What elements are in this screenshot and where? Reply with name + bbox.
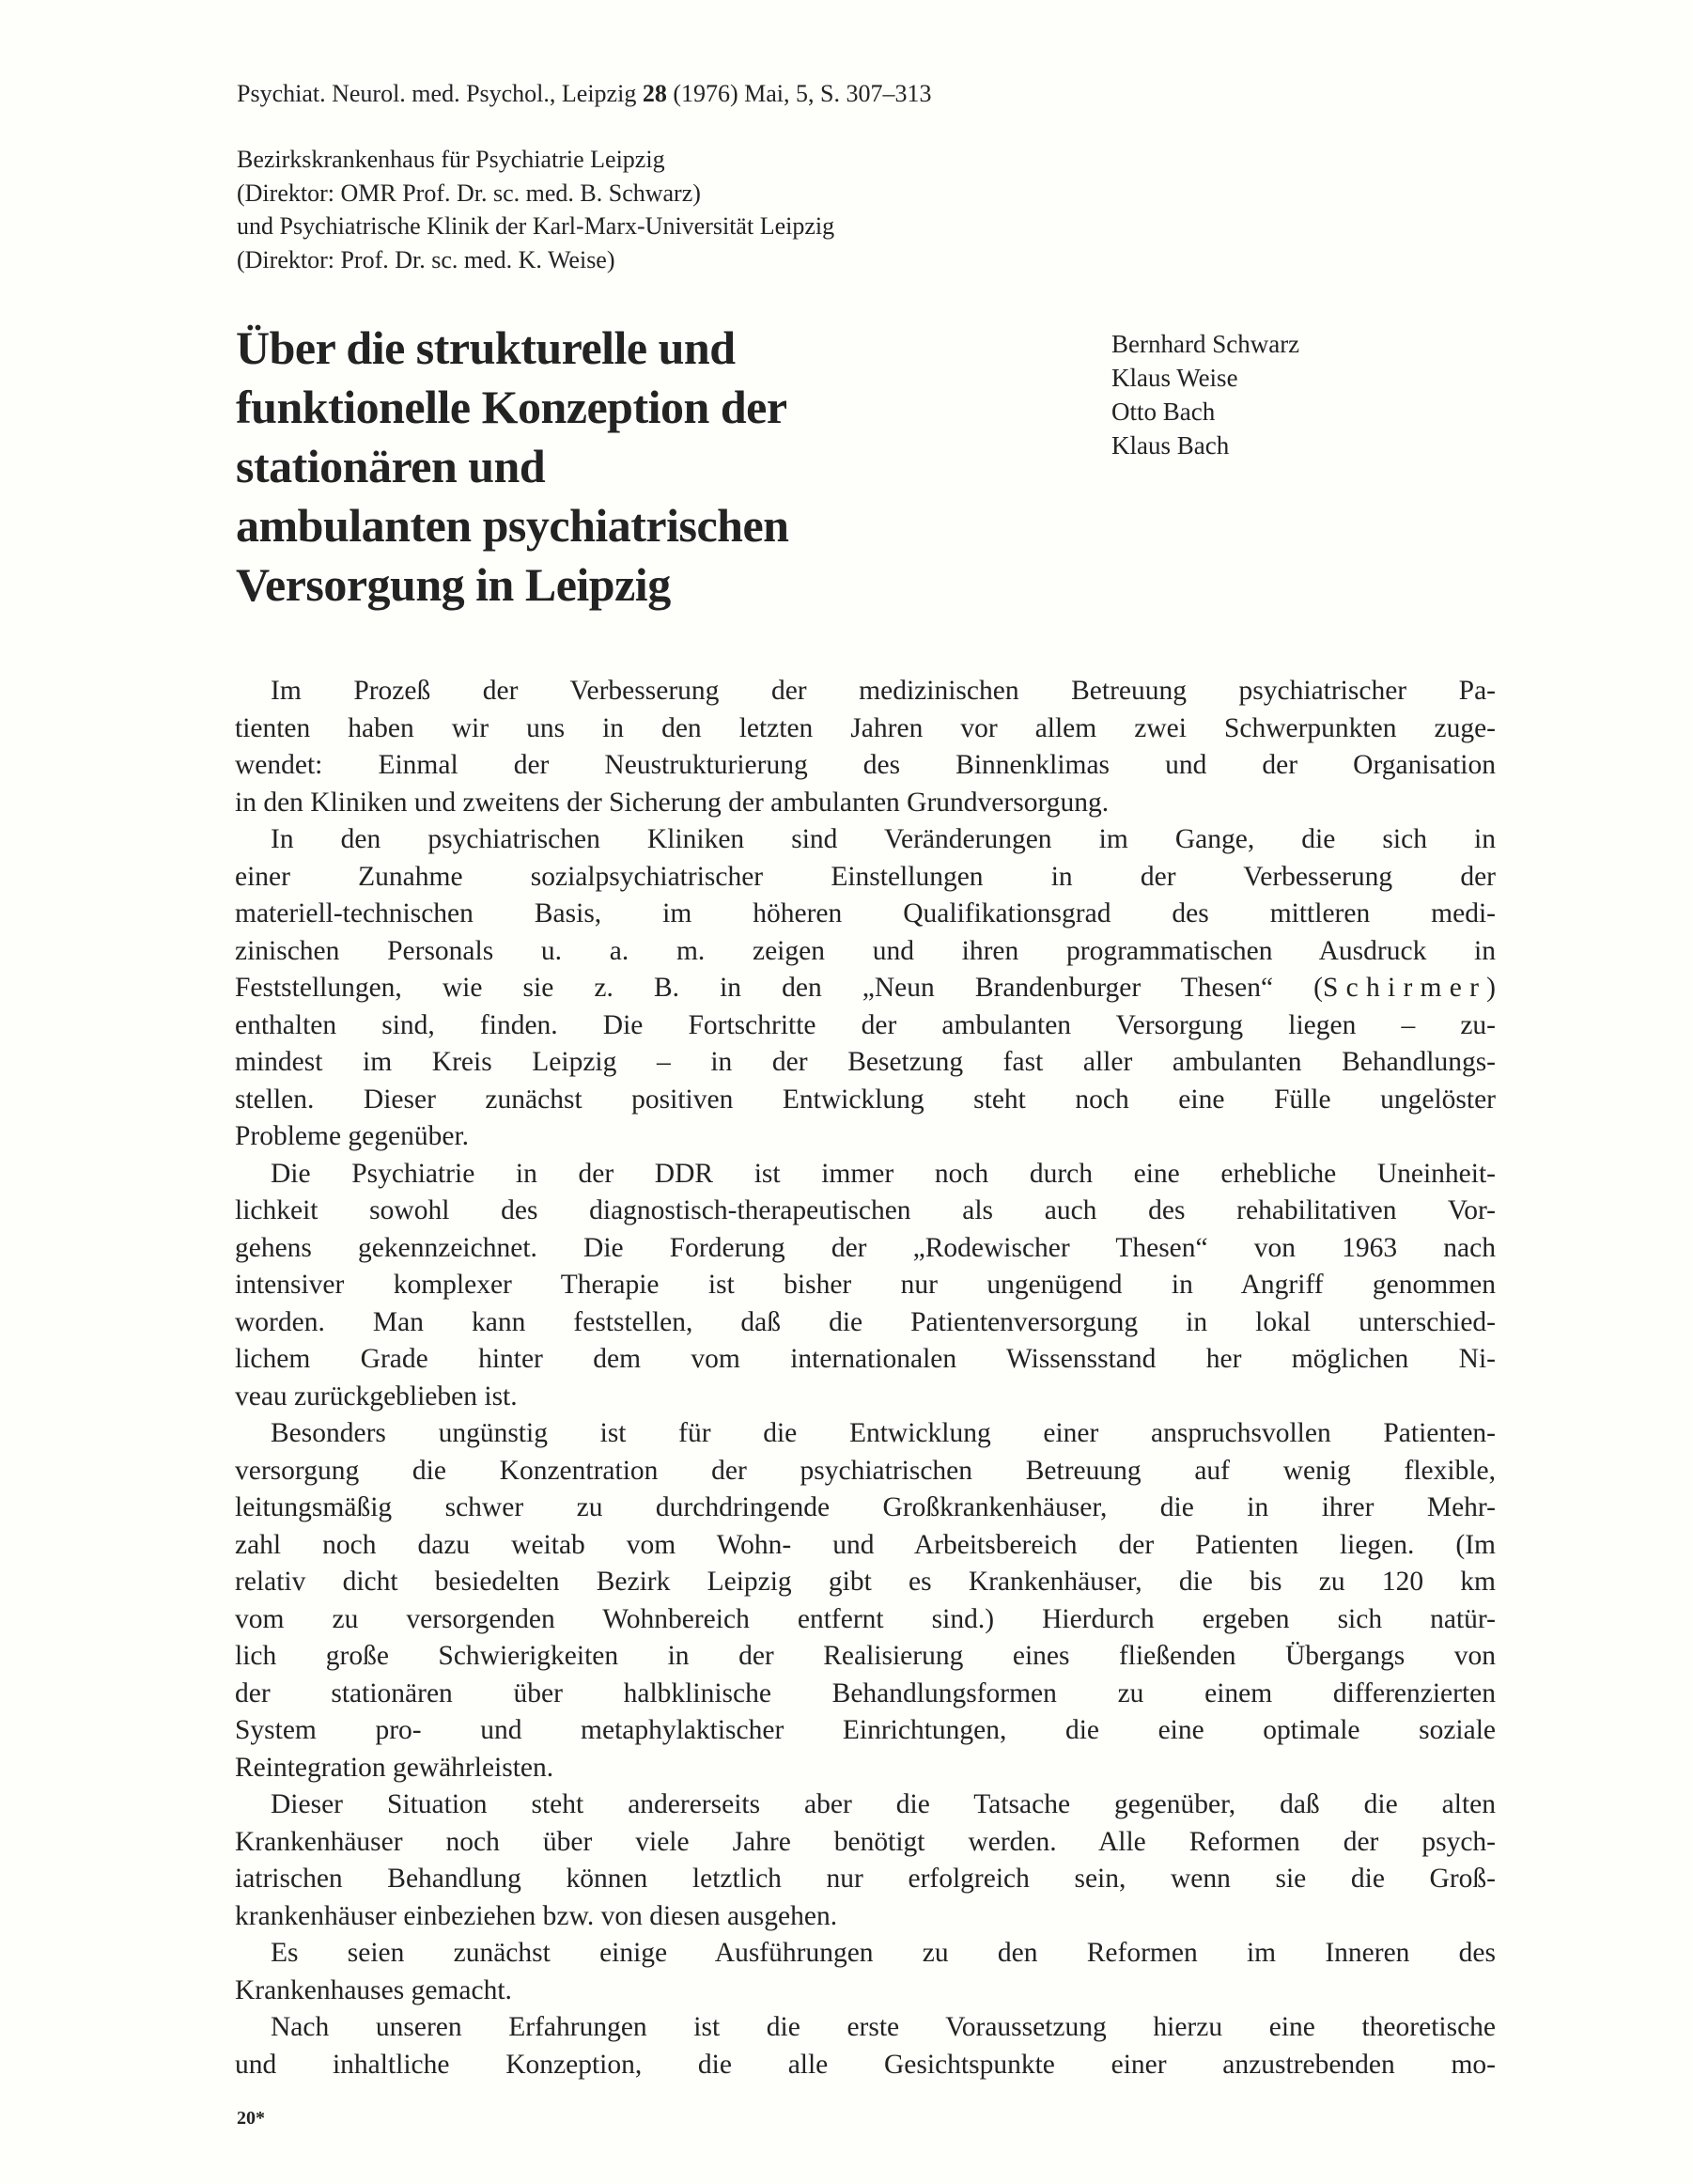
body-line: einer Zunahme sozialpsychiatrischer Einstellungen in der Verbesserung der — [235, 861, 1496, 892]
body-line: leitungsmäßig schwer zu durchdringende Großkrankenhäuser, die in ihrer Mehr- — [235, 1492, 1496, 1522]
citation-suffix: (1976) Mai, 5, S. 307–313 — [666, 80, 932, 107]
body-line: krankenhäuser einbeziehen bzw. von diesen ausgehen. — [235, 1900, 838, 1931]
body-line: versorgung die Konzentration der psychiatrischen Betreuung auf wenig flexible, — [235, 1455, 1496, 1486]
body-line: Krankenhäuser noch über viele Jahre benötigt werden. Alle Reformen der psych- — [235, 1826, 1496, 1857]
body-line: Es seien zunächst einige Ausführungen zu den Reformen im Inneren des — [271, 1938, 1496, 1968]
body-paragraph — [235, 1935, 1496, 2009]
body-line: System pro- und metaphylaktischer Einrichtungen, die eine optimale soziale — [235, 1715, 1496, 1745]
author-name: Klaus Weise — [1111, 364, 1238, 392]
body-line: in den Kliniken und zweitens der Sicherung der ambulanten Grundversorgung. — [235, 787, 1110, 818]
body-line: lich große Schwierigkeiten in der Realisierung eines fließenden Übergangs von — [235, 1641, 1496, 1671]
body-line: zinischen Personals u. a. m. zeigen und ihren programmatischen Ausdruck in — [235, 935, 1496, 966]
body-line: und inhaltliche Konzeption, die alle Gesichtspunkte einer anzustrebenden mo- — [235, 2049, 1496, 2080]
body-line: iatrischen Behandlung können letztlich nur erfolgreich sein, wenn sie die Groß- — [235, 1864, 1496, 1894]
body-line: intensiver komplexer Therapie ist bisher nur ungenügend in Angriff genommen — [235, 1270, 1496, 1300]
body-line: relativ dicht besiedelten Bezirk Leipzig gibt es Krankenhäuser, die bis zu 120 km — [235, 1567, 1496, 1597]
body-paragraph — [235, 673, 1496, 821]
author-name: Klaus Bach — [1111, 431, 1230, 460]
title-line: ambulanten psychiatrischen — [236, 499, 789, 552]
body-paragraph — [235, 2009, 1496, 2083]
body-line: gehens gekennzeichnet. Die Forderung der „Rodewischer Thesen“ von 1963 nach — [235, 1232, 1496, 1263]
affiliation-line: und Psychiatrische Klinik der Karl-Marx-Universität Leipzig — [237, 212, 835, 240]
title-line: funktionelle Konzeption der — [236, 381, 787, 433]
cited-author: Schirmer — [1322, 973, 1487, 1003]
body-line: veau zurückgeblieben ist. — [235, 1381, 518, 1412]
body-paragraph — [235, 1156, 1496, 1416]
body-line: Probleme gegenüber. — [235, 1121, 470, 1151]
body-line: Krankenhauses gemacht. — [235, 1974, 512, 2005]
body-line: lichkeit sowohl des diagnostisch-therapeutischen als auch des rehabilitativen Vor- — [235, 1195, 1496, 1225]
article-title — [236, 319, 788, 615]
body-line: Feststellungen, wie sie z. B. in den „Neun Brandenburger Thesen“ (Schirmer) — [235, 973, 1496, 1003]
body-line: enthalten sind, finden. Die Fortschritte der ambulanten Versorgung liegen – zu- — [235, 1009, 1496, 1040]
body-line: In den psychiatrischen Kliniken sind Veränderungen im Gange, die sich in — [271, 824, 1496, 854]
body-line: zahl noch dazu weitab vom Wohn- und Arbeitsbereich der Patienten liegen. (Im — [235, 1529, 1496, 1560]
body-paragraph — [235, 1415, 1496, 1786]
affiliation-line: Bezirkskrankenhaus für Psychiatrie Leipzig — [237, 146, 665, 173]
article-body — [235, 673, 1496, 2083]
citation-prefix: Psychiat. Neurol. med. Psychol., Leipzig — [237, 80, 643, 107]
body-line: Reintegration gewährleisten. — [235, 1752, 554, 1783]
journal-citation-header — [237, 77, 932, 111]
page-number: 20* — [237, 2108, 265, 2129]
body-line: vom zu versorgenden Wohnbereich entfernt sind.) Hierdurch ergeben sich natür- — [235, 1603, 1496, 1634]
body-line: worden. Man kann feststellen, daß die Patientenversorgung in lokal unterschied- — [235, 1306, 1496, 1337]
body-line: Besonders ungünstig ist für die Entwicklung einer anspruchsvollen Patienten- — [271, 1418, 1496, 1448]
body-paragraph — [235, 821, 1496, 1156]
body-line: Nach unseren Erfahrungen ist die erste Voraussetzung hierzu eine theoretische — [271, 2012, 1496, 2042]
title-line: Versorgung in Leipzig — [236, 558, 671, 611]
title-line: Über die strukturelle und — [236, 321, 736, 374]
body-paragraph — [235, 1786, 1496, 1935]
citation-volume: 28 — [642, 80, 667, 107]
body-line: mindest im Kreis Leipzig – in der Besetzung fast aller ambulanten Behandlungs- — [235, 1047, 1496, 1077]
body-line: tienten haben wir uns in den letzten Jahren vor allem zwei Schwerpunkten zuge- — [235, 712, 1496, 743]
body-line: Die Psychiatrie in der DDR ist immer noch durch eine erhebliche Uneinheit- — [271, 1158, 1496, 1189]
body-line: wendet: Einmal der Neustrukturierung des Binnenklimas und der Organisation — [235, 750, 1496, 780]
title-line: stationären und — [236, 440, 546, 492]
body-line: materiell-technischen Basis, im höheren Qualifikationsgrad des mittleren medi- — [235, 898, 1496, 928]
body-line: Dieser Situation steht andererseits aber die Tatsache gegenüber, daß die alten — [271, 1789, 1496, 1819]
body-line: Im Prozeß der Verbesserung der medizinischen Betreuung psychiatrischer Pa- — [271, 676, 1496, 706]
affiliation-line: (Direktor: Prof. Dr. sc. med. K. Weise) — [237, 245, 615, 273]
affiliation-line: (Direktor: OMR Prof. Dr. sc. med. B. Schwarz) — [237, 179, 701, 207]
author-name: Otto Bach — [1111, 398, 1216, 426]
body-line: lichem Grade hinter dem vom internationalen Wissensstand her möglichen Ni- — [235, 1344, 1496, 1374]
affiliation-block — [237, 143, 834, 276]
body-line: der stationären über halbklinische Behandlungsformen zu einem differenzierten — [235, 1677, 1496, 1708]
body-line: stellen. Dieser zunächst positiven Entwicklung steht noch eine Fülle ungelöster — [235, 1084, 1496, 1115]
author-list — [1111, 327, 1299, 462]
author-name: Bernhard Schwarz — [1111, 330, 1300, 358]
